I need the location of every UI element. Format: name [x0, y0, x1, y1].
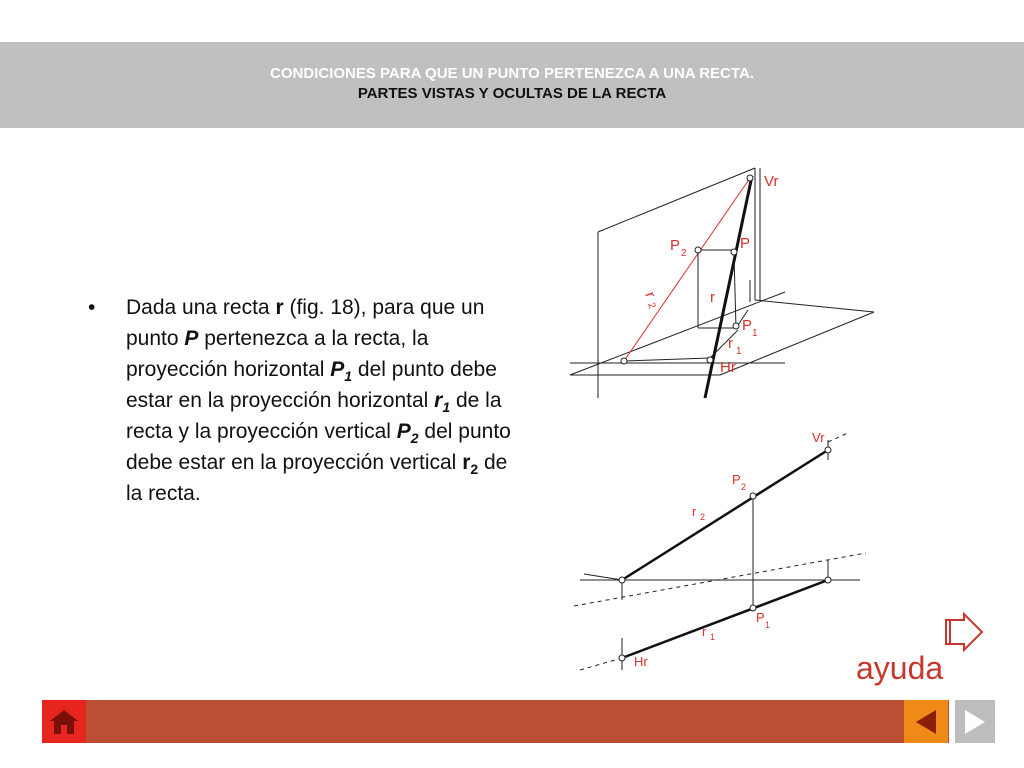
label-p2: P — [670, 237, 681, 254]
help-button[interactable] — [850, 612, 1000, 692]
sub-2: 2 — [410, 430, 419, 447]
bullet-text — [126, 292, 526, 509]
bold-p: P — [184, 327, 199, 350]
sub-2: 2 — [470, 461, 479, 478]
right-arrow-icon — [942, 612, 986, 652]
label-p1: P — [742, 317, 753, 334]
nav-footer — [42, 700, 995, 743]
bold-r2: r — [462, 451, 471, 474]
label-hr: Hr — [720, 359, 736, 376]
text-run: del punto debe estar en la proyección vertical — [126, 420, 511, 474]
text-run: de la recta. — [126, 451, 508, 505]
bold-r1: r — [434, 389, 443, 412]
previous-slide-button[interactable] — [904, 700, 948, 743]
bullet-marker: • — [88, 296, 96, 319]
text-run: (fig. 18), para que un punto — [126, 296, 485, 350]
text-run: Dada una recta — [126, 296, 276, 319]
label-r1-2: r — [702, 624, 707, 639]
label-p1-sub: 1 — [752, 328, 758, 339]
slide-title-line-2: PARTES VISTAS Y OCULTAS DE LA RECTA — [357, 85, 667, 102]
label-p2-sub: 2 — [681, 248, 687, 259]
bold-p2: P — [396, 420, 411, 443]
next-slide-button[interactable] — [955, 700, 995, 743]
label-hr-2: Hr — [634, 654, 648, 669]
text-run: del punto debe estar en la proyección horizontal — [126, 358, 497, 412]
sub-1: 1 — [442, 399, 451, 416]
right-triangle-icon — [961, 708, 989, 736]
label-r2-2: r — [692, 504, 697, 519]
bold-r: r — [275, 296, 284, 319]
label-r2: r — [641, 289, 659, 301]
left-triangle-icon — [912, 708, 940, 736]
text-run: pertenezca a la recta, la proyección horizontal — [126, 327, 429, 381]
label-p1-2-sub: 1 — [765, 620, 771, 630]
label-vr: Vr — [764, 173, 779, 190]
slide-title-line-1: CONDICIONES PARA QUE UN PUNTO PERTENEZCA A UNA RECTA. — [270, 65, 754, 82]
label-p2-2: P — [732, 472, 741, 487]
sub-1: 1 — [344, 368, 353, 385]
text-run: de la recta y la proyección vertical — [126, 389, 502, 443]
label-p: P — [740, 235, 751, 252]
label-p2-2-sub: 2 — [741, 482, 747, 492]
dihedral-projection — [574, 428, 866, 670]
label-vr-2: Vr — [812, 430, 825, 445]
points-dihedral — [619, 447, 831, 661]
figure-18 — [560, 160, 880, 680]
slide-header — [0, 42, 1024, 128]
label-r1: r — [728, 335, 733, 352]
bold-p1: P — [330, 358, 345, 381]
label-r1-sub: 1 — [736, 346, 742, 357]
home-icon — [49, 708, 79, 736]
label-p1-2: P — [756, 610, 765, 625]
label-r2-sub: 2 — [645, 301, 658, 311]
help-label: ayuda — [856, 650, 944, 686]
label-r1-2-sub: 1 — [710, 632, 716, 642]
home-button[interactable] — [42, 700, 86, 743]
label-r2-2-sub: 2 — [700, 512, 706, 522]
label-r: r — [710, 289, 715, 306]
